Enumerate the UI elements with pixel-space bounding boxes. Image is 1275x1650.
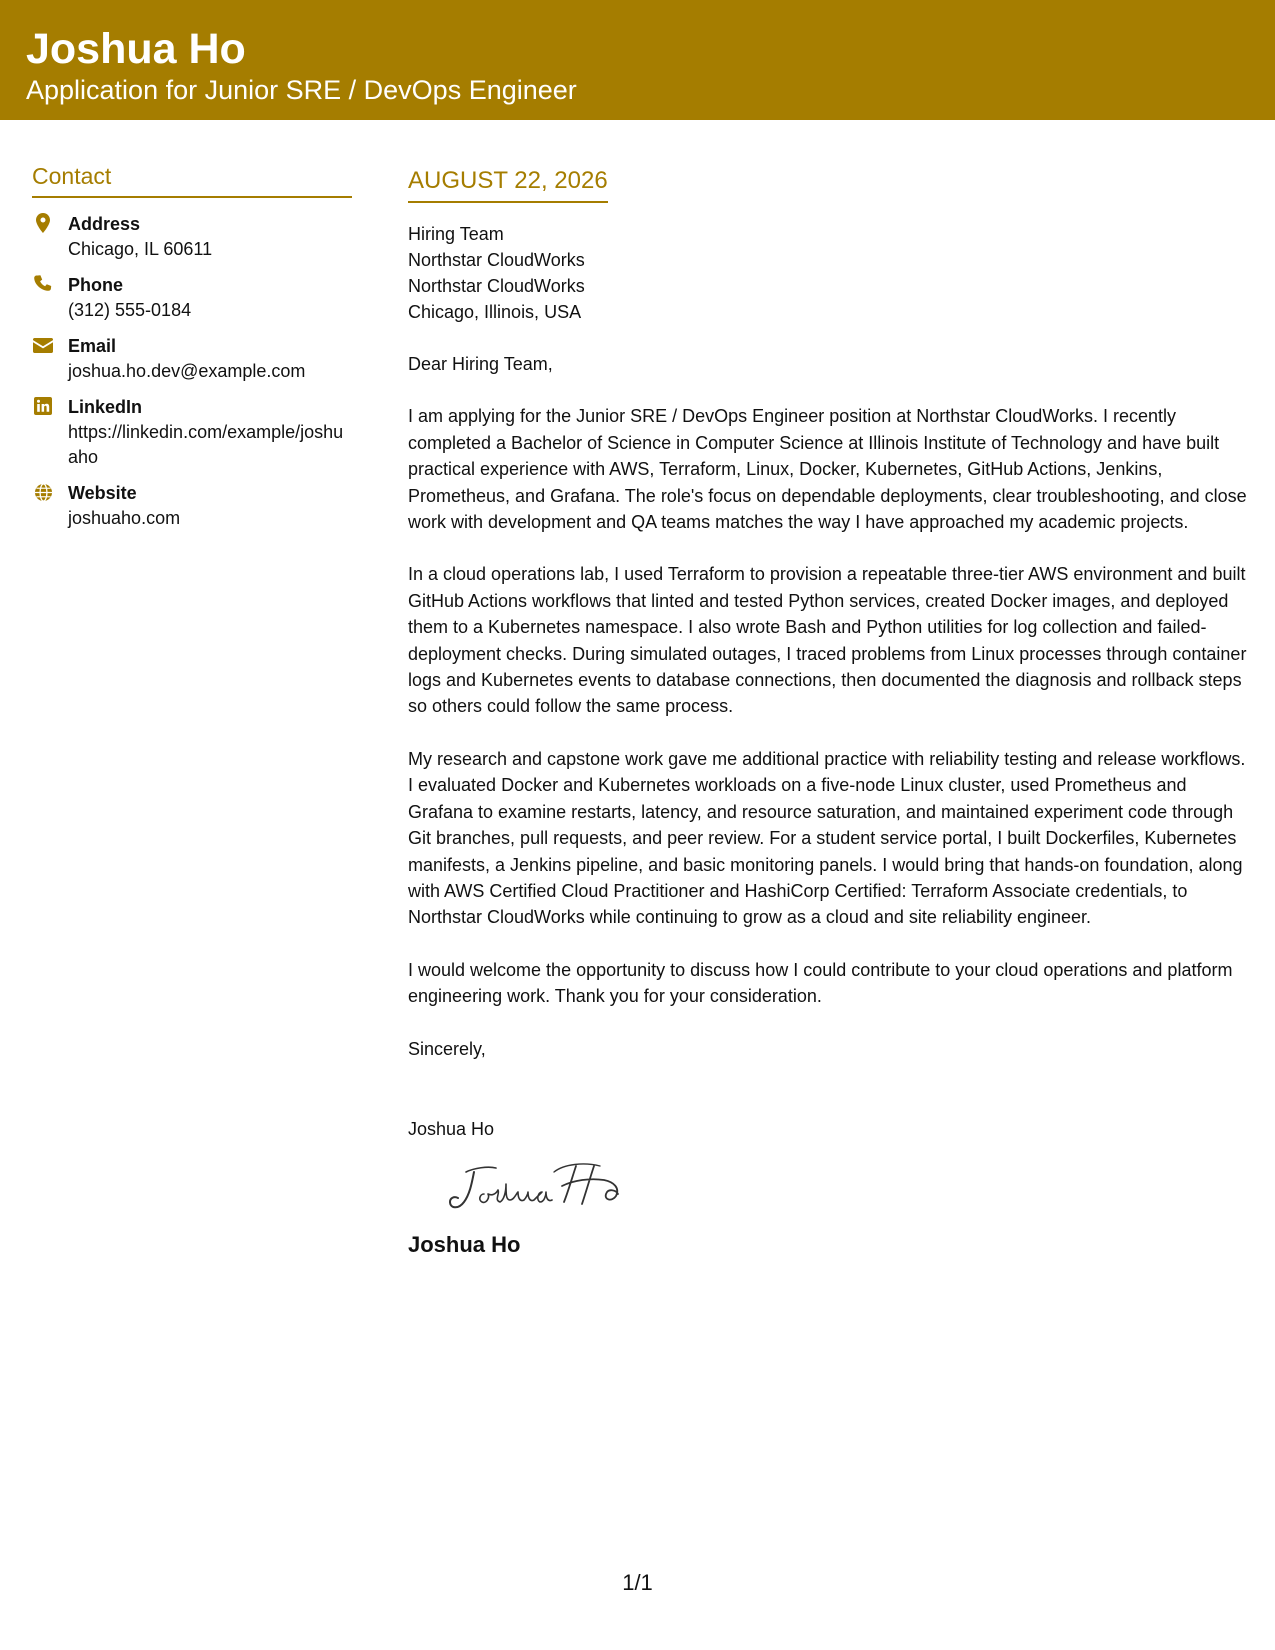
- closing-name: Joshua Ho: [408, 1118, 495, 1139]
- linkedin-icon: [32, 395, 54, 417]
- contact-item-email: [32, 334, 352, 384]
- map-pin-icon: [32, 212, 54, 234]
- recipient-line: Chicago, Illinois, USA: [408, 302, 582, 322]
- salutation: Dear Hiring Team,: [408, 354, 553, 374]
- letter-paragraph: My research and capstone work gave me additional practice with reliability testing and release workflows. I evaluated Docker and Kubernetes workloads on a five-node Linux cluster, used Prometheus and Grafana to examine restarts, latency, and resource saturation, and maintained experiment code through Git branches, pull requests, and peer review. For a student service portal, I built Dockerfiles, Kubernetes manifests, a Jenkins pipeline, and basic monitoring panels. I would bring that hands-on foundation, along with AWS Certified Cloud Practitioner and HashiCorp Certified: Terraform Associate credentials, to Northstar CloudWorks while continuing to grow as a cloud and site reliability engineer.: [408, 748, 1246, 928]
- phone-icon: [32, 273, 54, 295]
- contact-label: Phone: [68, 275, 124, 295]
- letter-body: [408, 165, 1248, 1259]
- phone-value: (312) 555-0184: [68, 300, 192, 320]
- contact-heading: Contact: [32, 160, 352, 198]
- contact-label: Address: [68, 214, 141, 234]
- contact-label: Website: [68, 483, 137, 503]
- page-header: [0, 0, 1275, 120]
- page-number: 1/1: [622, 1570, 653, 1595]
- handwritten-signature: [444, 1158, 664, 1218]
- linkedin-value: https://linkedin.com/example/joshuaho: [68, 422, 344, 467]
- applicant-name: Joshua Ho: [26, 25, 246, 73]
- recipient-block: [408, 221, 1248, 325]
- contact-label: LinkedIn: [68, 397, 143, 417]
- letter-paragraph: In a cloud operations lab, I used Terraform to provision a repeatable three-tier AWS environment and built GitHub Actions workflows that linted and tested Python services, created Docker images, and deployed them to a Kubernetes namespace. I also wrote Bash and Python utilities for log collection and failed-deployment checks. During simulated outages, I traced problems from Linux processes through container logs and Kubernetes events to database connections, then documented the diagnosis and rollback steps so others could follow the same process.: [408, 564, 1247, 717]
- recipient-line: Northstar CloudWorks: [408, 250, 585, 270]
- letter-paragraph: I am applying for the Junior SRE / DevOps Engineer position at Northstar CloudWorks. I recently completed a Bachelor of Science in Computer Science at Illinois Institute of Technology and have built practical experience with AWS, Terraform, Linux, Docker, Kubernetes, GitHub Actions, Jenkins, Prometheus, and Grafana. The role's focus on dependable deployments, clear troubleshooting, and close work with development and QA teams matches the way I have approached my academic projects.: [408, 406, 1247, 533]
- contact-item-phone: [32, 273, 352, 323]
- envelope-icon: [32, 334, 54, 356]
- contact-sidebar: [32, 160, 352, 542]
- letter-paragraph: I would welcome the opportunity to discuss how I could contribute to your cloud operations and platform engineering work. Thank you for your consideration.: [408, 959, 1233, 1007]
- website-value: joshuaho.com: [68, 508, 181, 528]
- contact-item-website: [32, 481, 352, 531]
- globe-icon: [32, 481, 54, 503]
- contact-item-address: [32, 212, 352, 262]
- letter-date: AUGUST 22, 2026: [408, 165, 608, 203]
- contact-label: Email: [68, 336, 117, 356]
- recipient-line: Northstar CloudWorks: [408, 276, 585, 296]
- email-value: joshua.ho.dev@example.com: [68, 361, 306, 381]
- address-value: Chicago, IL 60611: [68, 239, 213, 259]
- contact-list: [32, 212, 352, 531]
- application-subtitle: Application for Junior SRE / DevOps Engineer: [26, 75, 577, 105]
- contact-item-linkedin: [32, 395, 352, 470]
- closing: Sincerely,: [408, 1038, 486, 1059]
- recipient-line: Hiring Team: [408, 224, 504, 244]
- printed-name: Joshua Ho: [408, 1232, 521, 1258]
